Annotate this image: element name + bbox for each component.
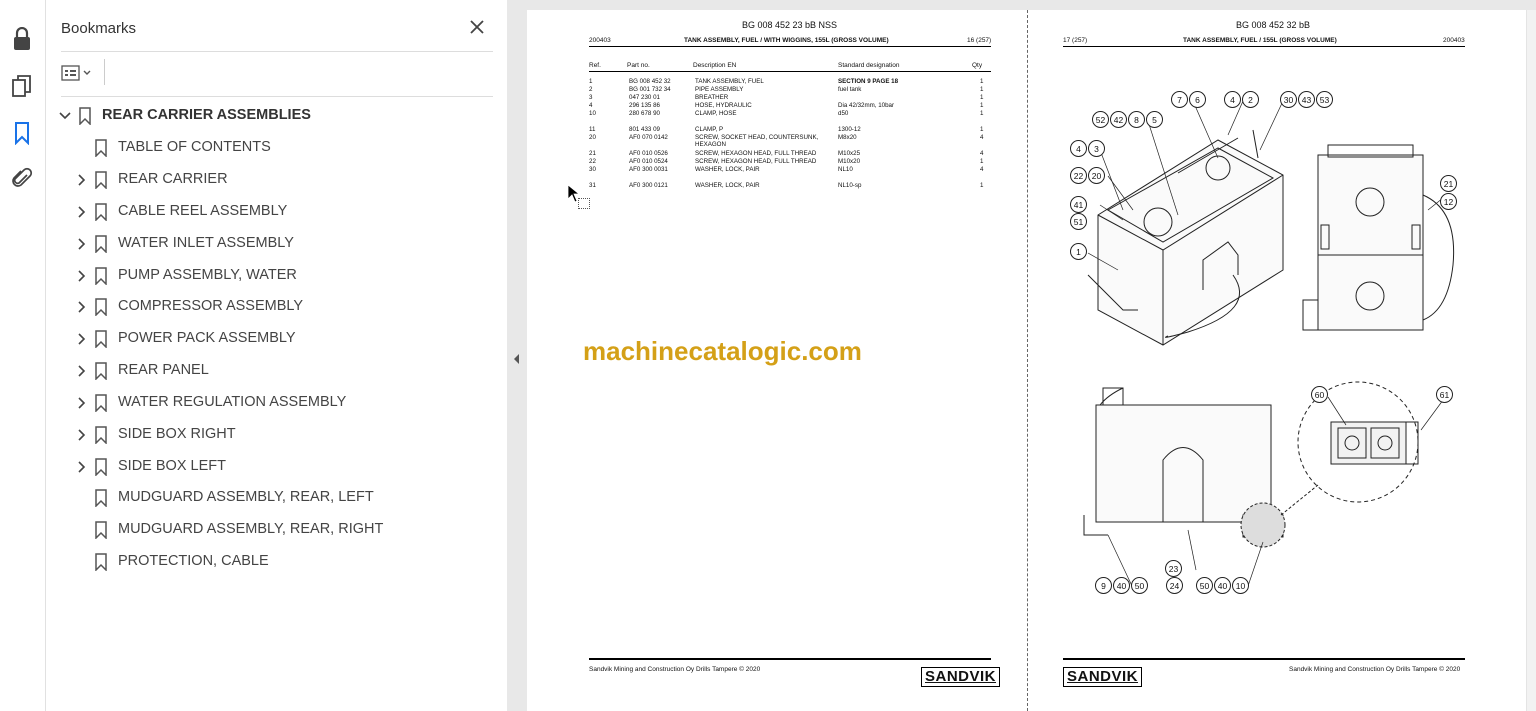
callout-c41: 41 — [1070, 196, 1087, 213]
viewer-top-strip — [507, 0, 1536, 10]
col-qty: Qty — [972, 62, 983, 69]
callout-c10: 10 — [1232, 577, 1249, 594]
cell-part: AF0 010 0524 — [629, 158, 668, 165]
cell-qty: 1 — [980, 158, 984, 165]
cell-ref: 1 — [589, 78, 593, 85]
bookmark-flag-icon — [94, 553, 108, 571]
cell-part: 296 135 86 — [629, 102, 660, 109]
callout-c3: 3 — [1088, 140, 1105, 157]
cell-ref: 22 — [589, 158, 596, 165]
page-number: 17 (257) — [1063, 37, 1088, 44]
cell-part: AF0 300 0121 — [629, 182, 668, 189]
bookmark-flag-icon — [94, 298, 108, 316]
bookmark-flag-icon — [94, 362, 108, 380]
cell-desc: WASHER, LOCK, PAIR — [695, 166, 760, 173]
bookmark-label: PUMP ASSEMBLY, WATER — [118, 267, 297, 283]
panel-divider — [61, 96, 493, 97]
bookmark-label: MUDGUARD ASSEMBLY, REAR, LEFT — [118, 489, 374, 505]
cell-std: 1300-12 — [838, 126, 861, 133]
callout-c42: 42 — [1110, 111, 1127, 128]
bookmark-item[interactable] — [74, 456, 474, 478]
cell-ref: 2 — [589, 86, 593, 93]
cell-desc: CLAMP, P — [695, 126, 724, 133]
chevron-right-icon[interactable] — [74, 299, 88, 315]
cell-part: AF0 300 0031 — [629, 166, 668, 173]
bookmark-flag-icon — [94, 521, 108, 539]
bookmark-label: REAR CARRIER ASSEMBLIES — [102, 107, 311, 123]
callout-c61: 61 — [1436, 386, 1453, 403]
page-title: TANK ASSEMBLY, FUEL / 155L (GROSS VOLUME) — [1183, 37, 1337, 44]
panel-splitter[interactable] — [507, 0, 527, 711]
bookmark-item[interactable] — [74, 487, 474, 509]
callout-c52: 52 — [1092, 111, 1109, 128]
collapse-panel-icon[interactable] — [512, 352, 522, 366]
cell-std: M8x20 — [838, 134, 857, 141]
bookmark-label: CABLE REEL ASSEMBLY — [118, 203, 288, 219]
cell-std: NL10 — [838, 166, 853, 173]
page-code: BG 008 452 23 bB NSS — [741, 20, 838, 30]
bookmark-label: WATER INLET ASSEMBLY — [118, 235, 294, 251]
callout-c60: 60 — [1311, 386, 1328, 403]
cell-desc: TANK ASSEMBLY, FUEL — [695, 78, 764, 85]
watermark-text: machinecatalogic.com — [583, 336, 862, 366]
cell-qty: 1 — [980, 86, 984, 93]
bookmarks-panel — [46, 0, 507, 711]
cell-desc: SCREW, HEXAGON HEAD, FULL THREAD — [695, 150, 817, 157]
cell-ref: 4 — [589, 102, 593, 109]
bookmark-label: REAR CARRIER — [118, 171, 228, 187]
bookmark-flag-icon — [94, 489, 108, 507]
bookmark-label: SIDE BOX LEFT — [118, 458, 226, 474]
bookmark-icon[interactable] — [9, 120, 35, 146]
bookmark-item[interactable] — [74, 360, 474, 382]
bookmark-label: POWER PACK ASSEMBLY — [118, 330, 296, 346]
callout-c8: 8 — [1128, 111, 1145, 128]
cell-part: 047 230 01 — [629, 94, 660, 101]
cell-std: M10x25 — [838, 150, 861, 157]
callout-c50b: 50 — [1196, 577, 1213, 594]
cell-std: fuel tank — [838, 86, 862, 93]
cell-std: M10x20 — [838, 158, 861, 165]
cell-desc: PIPE ASSEMBLY — [695, 86, 744, 93]
chevron-right-icon[interactable] — [74, 427, 88, 443]
cell-desc: SCREW, SOCKET HEAD, COUNTERSUNK, — [695, 134, 819, 141]
bookmark-flag-icon — [94, 235, 108, 253]
pdf-page-right — [1028, 10, 1527, 711]
cell-std: NL10-sp — [838, 182, 862, 189]
callout-c50a: 50 — [1131, 577, 1148, 594]
footer-rule — [589, 658, 991, 660]
callout-c9: 9 — [1095, 577, 1112, 594]
callout-c5: 5 — [1146, 111, 1163, 128]
bookmark-item[interactable] — [74, 137, 474, 159]
bookmark-item[interactable] — [74, 328, 474, 350]
bookmark-item[interactable] — [74, 392, 474, 414]
chevron-right-icon[interactable] — [74, 331, 88, 347]
page-date: 200403 — [1443, 37, 1465, 44]
callout-c4a: 4 — [1224, 91, 1241, 108]
bookmark-flag-icon — [94, 139, 108, 157]
callout-c30: 30 — [1280, 91, 1297, 108]
bookmark-label: COMPRESSOR ASSEMBLY — [118, 298, 304, 314]
callout-c12: 12 — [1440, 193, 1457, 210]
page-number: 16 (257) — [967, 37, 992, 44]
cell-qty: 1 — [980, 102, 984, 109]
callout-c7: 7 — [1171, 91, 1188, 108]
chevron-down-icon[interactable] — [58, 108, 72, 124]
bookmark-item[interactable] — [74, 424, 474, 446]
close-icon[interactable] — [466, 16, 488, 38]
tool-rail — [0, 0, 46, 711]
cell-qty: 1 — [980, 78, 984, 85]
bookmark-label: PROTECTION, CABLE — [118, 553, 269, 569]
sandvik-logo: SANDVIK — [921, 667, 1000, 687]
col-std: Standard designation — [838, 62, 900, 69]
cell-qty: 1 — [980, 110, 984, 117]
cell-ref: 10 — [589, 110, 596, 117]
cell-ref: 21 — [589, 150, 596, 157]
cell-ref: 30 — [589, 166, 596, 173]
selection-marquee — [578, 198, 590, 209]
bookmark-item[interactable] — [74, 201, 474, 223]
col-part: Part no. — [627, 62, 650, 69]
cell-part: 280 678 90 — [629, 110, 660, 117]
page-footer: Sandvik Mining and Construction Oy Drills Tampere © 2020 — [1289, 666, 1461, 673]
callout-c4b: 4 — [1070, 140, 1087, 157]
col-desc: Description EN — [693, 62, 737, 69]
vertical-scrollbar[interactable] — [1526, 10, 1536, 711]
callout-c6: 6 — [1189, 91, 1206, 108]
cell-part: AF0 070 0142 — [629, 134, 668, 141]
cell-std: SECTION 9 PAGE 18 — [838, 78, 899, 85]
bookmark-item[interactable] — [74, 233, 474, 255]
chevron-right-icon[interactable] — [74, 236, 88, 252]
callout-c22: 22 — [1070, 167, 1087, 184]
cell-ref: 31 — [589, 182, 596, 189]
cell-ref: 3 — [589, 94, 593, 101]
cell-qty: 4 — [980, 134, 984, 141]
cell-qty: 4 — [980, 150, 984, 157]
cell-part: AF0 010 0526 — [629, 150, 668, 157]
chevron-right-icon[interactable] — [74, 204, 88, 220]
chevron-right-icon[interactable] — [74, 268, 88, 284]
bookmark-label: WATER REGULATION ASSEMBLY — [118, 394, 347, 410]
page-footer: Sandvik Mining and Construction Oy Drills Tampere © 2020 — [589, 666, 761, 673]
panel-title: Bookmarks — [61, 20, 137, 37]
bookmark-label: TABLE OF CONTENTS — [118, 139, 271, 155]
bookmark-item[interactable] — [74, 296, 474, 318]
callout-c51: 51 — [1070, 213, 1087, 230]
chevron-right-icon[interactable] — [74, 459, 88, 475]
cell-qty: 4 — [980, 166, 984, 173]
bookmark-flag-icon — [94, 203, 108, 221]
cell-std: d50 — [838, 110, 849, 117]
sandvik-logo: SANDVIK — [1063, 667, 1142, 687]
bookmark-flag-icon — [94, 330, 108, 348]
header-rule — [589, 46, 991, 47]
callout-c1: 1 — [1070, 243, 1087, 260]
cell-desc: SCREW, HEXAGON HEAD, FULL THREAD — [695, 158, 817, 165]
bookmark-flag-icon — [94, 458, 108, 476]
cell-desc: HOSE, HYDRAULIC — [695, 102, 752, 109]
cell-desc: WASHER, LOCK, PAIR — [695, 182, 760, 189]
page-code: BG 008 452 32 bB — [1235, 20, 1311, 30]
callout-c40b: 40 — [1214, 577, 1231, 594]
bookmark-label: MUDGUARD ASSEMBLY, REAR, RIGHT — [118, 521, 384, 537]
bookmark-label: SIDE BOX RIGHT — [118, 426, 236, 442]
callout-c40a: 40 — [1113, 577, 1130, 594]
bookmark-item[interactable] — [74, 265, 474, 287]
table-rule — [589, 71, 991, 72]
cell-qty: 1 — [980, 94, 984, 101]
bookmark-flag-icon — [78, 107, 92, 125]
col-ref: Ref. — [589, 62, 601, 69]
chevron-right-icon[interactable] — [74, 172, 88, 188]
attachment-icon[interactable] — [9, 166, 35, 192]
bookmark-label: REAR PANEL — [118, 362, 209, 378]
bookmark-flag-icon — [94, 394, 108, 412]
cell-part: BG 008 452 32 — [629, 78, 671, 85]
bookmark-item[interactable] — [74, 169, 474, 191]
bookmark-flag-icon — [94, 426, 108, 444]
cell-desc: CLAMP, HOSE — [695, 110, 737, 117]
pages-icon[interactable] — [9, 73, 35, 99]
chevron-right-icon[interactable] — [74, 363, 88, 379]
chevron-right-icon[interactable] — [74, 395, 88, 411]
cell-qty: 1 — [980, 126, 984, 133]
callout-c24: 24 — [1166, 577, 1183, 594]
toolbar-separator — [104, 59, 105, 85]
bookmark-flag-icon — [94, 171, 108, 189]
list-options-icon[interactable] — [61, 61, 101, 85]
footer-rule — [1063, 658, 1465, 660]
bookmark-item[interactable] — [58, 105, 458, 127]
lock-icon[interactable] — [9, 26, 35, 52]
cell-std: Dia 42/32mm, 10bar — [838, 102, 895, 109]
bookmark-item[interactable] — [74, 551, 474, 573]
page-separator — [1027, 10, 1028, 711]
tank-assembly-drawing — [1028, 10, 1527, 630]
callout-c21: 21 — [1440, 175, 1457, 192]
callout-c53: 53 — [1316, 91, 1333, 108]
panel-divider — [61, 51, 493, 52]
cell-ref: 20 — [589, 134, 596, 141]
bookmark-flag-icon — [94, 267, 108, 285]
page-date: 200403 — [589, 37, 611, 44]
cell-desc: BREATHER — [695, 94, 729, 101]
callout-c43: 43 — [1298, 91, 1315, 108]
callout-c23: 23 — [1165, 560, 1182, 577]
bookmark-item[interactable] — [74, 519, 474, 541]
cell-part: BG 001 732 34 — [629, 86, 671, 93]
cell-part: 801 433 09 — [629, 126, 660, 133]
callout-c2: 2 — [1242, 91, 1259, 108]
cell-ref: 11 — [589, 126, 596, 133]
page-title: TANK ASSEMBLY, FUEL / WITH WIGGINS, 155L (GROSS VOLUME) — [684, 37, 889, 44]
cell-desc-cont: HEXAGON — [695, 141, 726, 148]
cell-qty: 1 — [980, 182, 984, 189]
callout-c20: 20 — [1088, 167, 1105, 184]
